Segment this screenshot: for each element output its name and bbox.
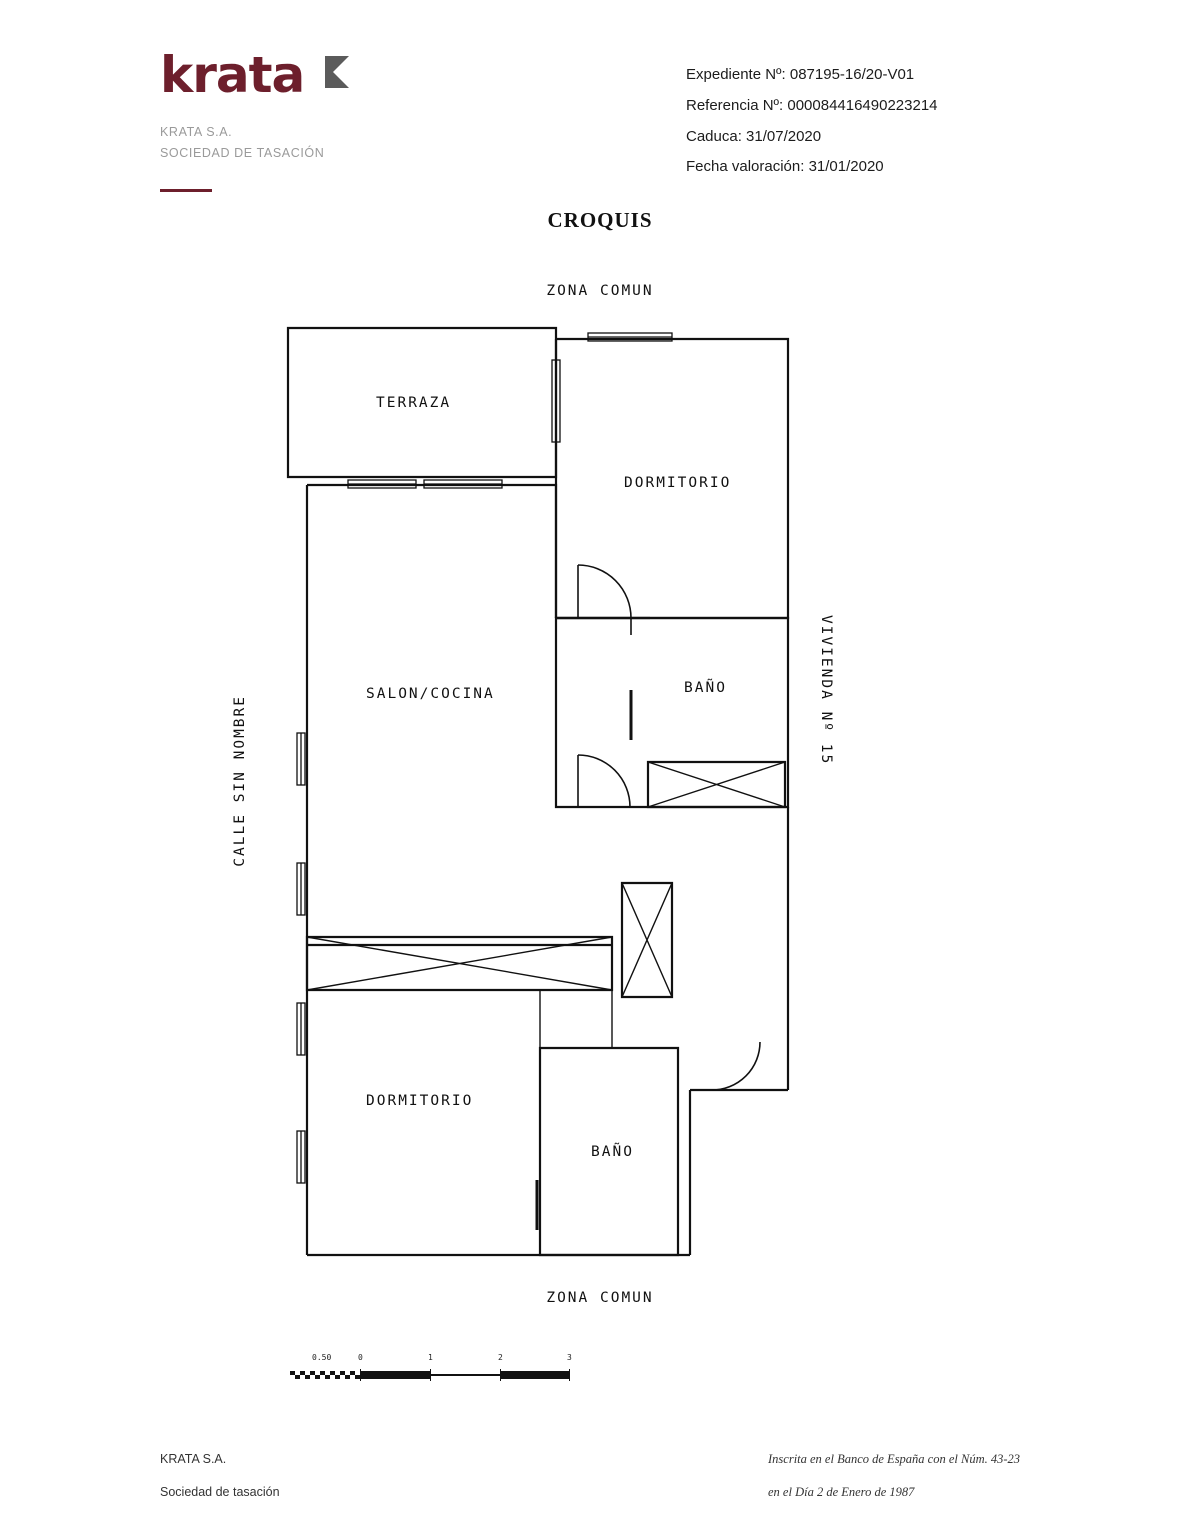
page-title: CROQUIS	[547, 208, 653, 232]
plan-label-street: CALLE SIN NOMBRE	[232, 695, 248, 867]
floor-plan	[0, 255, 1200, 1415]
plan-label-bano-2: BAÑO	[591, 1144, 634, 1160]
metadata-fecha-valoracion: Fecha valoración: 31/01/2020	[686, 158, 884, 176]
brand-company-type: SOCIEDAD DE TASACIÓN	[160, 146, 325, 161]
plan-label-salon-cocina: SALON/COCINA	[366, 686, 495, 702]
metadata-expediente: Expediente Nº: 087195-16/20-V01	[686, 66, 915, 83]
plan-label-bano-1: BAÑO	[684, 680, 727, 696]
scale-bar	[290, 1353, 585, 1381]
footer-registration-line1: Inscrita en el Banco de España con el Núm. 43-23	[768, 1452, 1021, 1466]
footer-company-type: Sociedad de tasación	[160, 1484, 280, 1499]
brand-logo-block	[160, 46, 540, 192]
metadata-caduca: Caduca: 31/07/2020	[686, 127, 822, 145]
file-metadata	[686, 60, 938, 183]
footer-left	[160, 1443, 280, 1508]
scale-bar-ticks	[290, 1353, 585, 1367]
footer-right	[768, 1443, 1020, 1508]
plan-label-terraza: TERRAZA	[376, 395, 452, 411]
brand-divider	[160, 189, 212, 192]
scale-bar-graphic	[290, 1369, 585, 1381]
brand-subtitle	[160, 122, 540, 165]
plan-label-dormitorio-2: DORMITORIO	[366, 1093, 474, 1109]
scale-tick-2: 1	[428, 1353, 433, 1362]
footer-registration-line2: en el Día 2 de Enero de 1987	[768, 1484, 915, 1499]
scale-tick-3: 2	[498, 1353, 503, 1362]
plan-label-dwelling: VIVIENDA Nº 15	[818, 615, 834, 766]
scale-tick-0: 0.50	[312, 1353, 332, 1362]
scale-tick-1: 0	[358, 1353, 363, 1362]
plan-label-zona-comun-top: ZONA COMUN	[546, 283, 654, 299]
metadata-referencia: Referencia Nº: 000084416490223214	[686, 96, 938, 114]
footer-company-name: KRATA S.A.	[160, 1452, 227, 1466]
scale-tick-4: 3	[567, 1353, 572, 1362]
brand-wordmark: krata	[160, 46, 305, 104]
plan-label-zona-comun-bottom: ZONA COMUN	[546, 1290, 654, 1306]
document-header	[0, 40, 1200, 220]
brand-company-name: KRATA S.A.	[160, 125, 233, 139]
chevron-mark-icon	[323, 54, 363, 90]
plan-label-dormitorio-1: DORMITORIO	[624, 475, 732, 491]
